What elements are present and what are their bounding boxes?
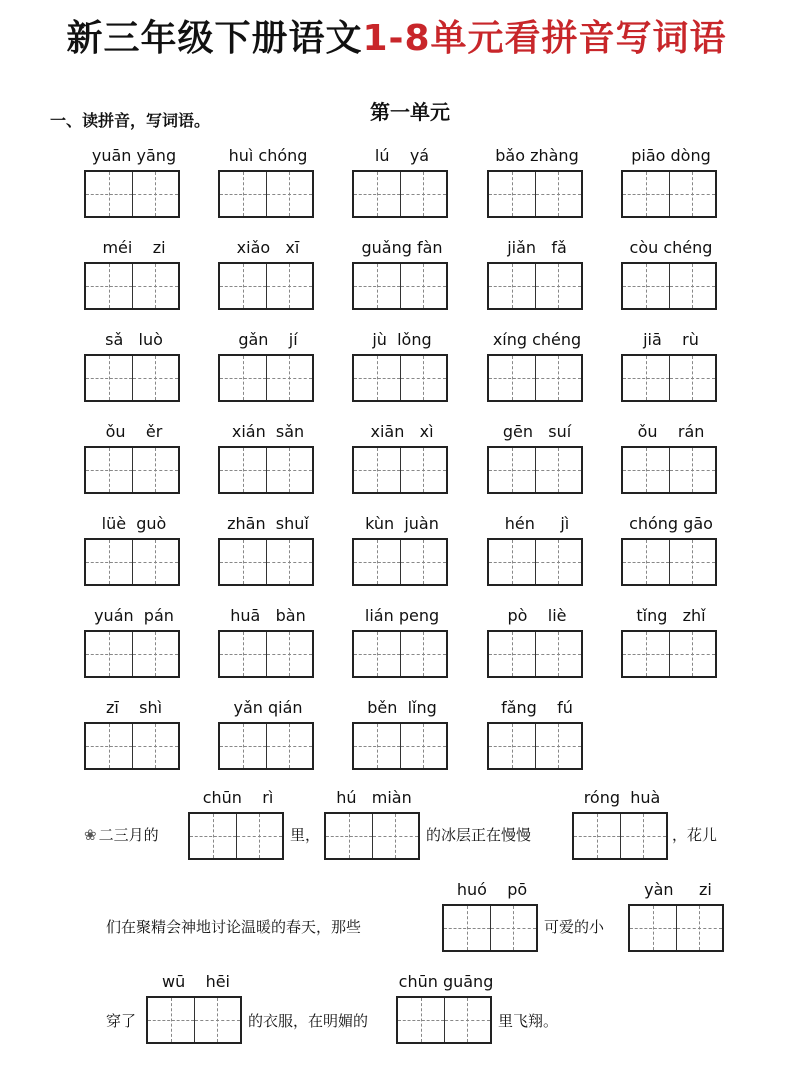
writing-box[interactable]	[352, 262, 448, 310]
writing-cell[interactable]	[86, 356, 132, 400]
writing-cell[interactable]	[266, 172, 313, 216]
writing-box[interactable]	[84, 722, 180, 770]
writing-cell[interactable]	[266, 632, 313, 676]
writing-box[interactable]	[218, 446, 314, 494]
writing-box[interactable]	[572, 812, 668, 860]
pinyin-label: chūn rì	[202, 788, 274, 807]
writing-box[interactable]	[84, 170, 180, 218]
writing-box[interactable]	[324, 812, 420, 860]
passage-text: 们在聚精会神地讨论温暖的春天，那些	[106, 918, 362, 936]
pinyin-label: zhān shuǐ	[227, 514, 309, 533]
pinyin-label: róng huà	[583, 788, 661, 807]
writing-box[interactable]	[487, 722, 583, 770]
pinyin-label: wū hēi	[162, 972, 230, 991]
pinyin-label: ǒu ěr	[105, 422, 163, 441]
writing-cell[interactable]	[535, 632, 582, 676]
pinyin-label: hú miàn	[336, 788, 412, 807]
section-title: 一、读拼音，写词语。	[50, 111, 211, 130]
writing-box[interactable]	[84, 354, 180, 402]
unit-title: 第一单元	[370, 100, 450, 124]
writing-box[interactable]	[621, 262, 717, 310]
writing-cell[interactable]	[266, 264, 313, 308]
writing-cell[interactable]	[354, 540, 400, 584]
passage-text: 的衣服，在明媚的	[248, 1012, 369, 1030]
writing-box[interactable]	[146, 996, 242, 1044]
pinyin-label: còu chéng	[629, 238, 713, 257]
writing-cell[interactable]	[669, 448, 716, 492]
writing-cell[interactable]	[132, 264, 179, 308]
writing-box[interactable]	[487, 630, 583, 678]
pinyin-label: piāo dòng	[631, 146, 711, 165]
writing-box[interactable]	[218, 262, 314, 310]
writing-cell[interactable]	[132, 356, 179, 400]
writing-box[interactable]	[487, 262, 583, 310]
writing-cell[interactable]	[489, 356, 535, 400]
writing-cell[interactable]	[354, 356, 400, 400]
writing-cell[interactable]	[354, 724, 400, 768]
writing-cell[interactable]	[489, 632, 535, 676]
writing-box[interactable]	[621, 170, 717, 218]
passage-text: ❀ 二三月的	[84, 826, 159, 844]
pinyin-label: xián sǎn	[231, 422, 305, 441]
writing-box[interactable]	[487, 170, 583, 218]
pinyin-label: sǎ luò	[105, 330, 163, 349]
writing-box[interactable]	[442, 904, 538, 952]
writing-cell[interactable]	[489, 448, 535, 492]
writing-box[interactable]	[352, 170, 448, 218]
writing-cell[interactable]	[400, 724, 447, 768]
writing-cell[interactable]	[220, 172, 266, 216]
writing-box[interactable]	[218, 354, 314, 402]
writing-cell[interactable]	[86, 264, 132, 308]
writing-cell[interactable]	[86, 540, 132, 584]
writing-box[interactable]	[628, 904, 724, 952]
writing-cell[interactable]	[489, 264, 535, 308]
pinyin-label: fǎng fú	[501, 698, 573, 717]
writing-cell[interactable]	[669, 264, 716, 308]
pinyin-label: pò liè	[507, 606, 567, 625]
writing-cell[interactable]	[132, 724, 179, 768]
pinyin-label: xíng chéng	[492, 330, 582, 349]
writing-cell[interactable]	[669, 632, 716, 676]
writing-box[interactable]	[84, 262, 180, 310]
pinyin-label: yuán pán	[94, 606, 174, 625]
writing-box[interactable]	[487, 354, 583, 402]
writing-cell[interactable]	[266, 448, 313, 492]
passage-text: 里，	[290, 826, 321, 844]
writing-cell[interactable]	[86, 632, 132, 676]
writing-cell[interactable]	[535, 172, 582, 216]
pinyin-label: guǎng fàn	[361, 238, 443, 257]
pinyin-label: gēn suí	[502, 422, 572, 441]
writing-cell[interactable]	[86, 172, 132, 216]
pinyin-label: jù lǒng	[372, 330, 432, 349]
writing-cell[interactable]	[489, 172, 535, 216]
pinyin-label: chóng gāo	[629, 514, 713, 533]
writing-cell[interactable]	[220, 356, 266, 400]
writing-cell[interactable]	[400, 264, 447, 308]
writing-cell[interactable]	[400, 632, 447, 676]
writing-cell[interactable]	[266, 356, 313, 400]
writing-cell[interactable]	[400, 172, 447, 216]
writing-cell[interactable]	[400, 356, 447, 400]
pinyin-label: lián peng	[364, 606, 440, 625]
pinyin-label: huā bàn	[230, 606, 306, 625]
writing-box[interactable]	[218, 170, 314, 218]
writing-box[interactable]	[352, 538, 448, 586]
writing-cell[interactable]	[354, 264, 400, 308]
pinyin-label: bǎo zhàng	[495, 146, 579, 165]
writing-cell[interactable]	[623, 448, 669, 492]
writing-cell[interactable]	[132, 172, 179, 216]
writing-box[interactable]	[352, 446, 448, 494]
writing-box[interactable]	[218, 722, 314, 770]
writing-cell[interactable]	[220, 264, 266, 308]
pinyin-label: tǐng zhǐ	[636, 606, 706, 625]
pinyin-label: huì chóng	[228, 146, 308, 165]
writing-cell[interactable]	[400, 540, 447, 584]
writing-box[interactable]	[396, 996, 492, 1044]
writing-cell[interactable]	[220, 540, 266, 584]
writing-box[interactable]	[487, 446, 583, 494]
writing-cell[interactable]	[669, 172, 716, 216]
writing-cell[interactable]	[489, 540, 535, 584]
writing-cell[interactable]	[669, 356, 716, 400]
pinyin-label: jiǎn fǎ	[507, 238, 567, 257]
writing-box[interactable]	[352, 722, 448, 770]
pinyin-label: hén jì	[504, 514, 570, 533]
writing-cell[interactable]	[132, 632, 179, 676]
passage-text: 里飞翔。	[498, 1012, 559, 1030]
writing-cell[interactable]	[400, 448, 447, 492]
writing-box[interactable]	[84, 538, 180, 586]
writing-box[interactable]	[621, 538, 717, 586]
pinyin-label: yuān yāng	[91, 146, 177, 165]
writing-cell[interactable]	[535, 356, 582, 400]
title-black-part: 新三年级下册语文	[66, 18, 363, 59]
writing-box[interactable]	[84, 630, 180, 678]
writing-box[interactable]	[84, 446, 180, 494]
pinyin-label: xiǎo xī	[236, 238, 300, 257]
writing-cell[interactable]	[354, 632, 400, 676]
writing-cell[interactable]	[535, 724, 582, 768]
pinyin-label: yàn zi	[644, 880, 712, 899]
writing-cell[interactable]	[623, 540, 669, 584]
writing-cell[interactable]	[354, 448, 400, 492]
writing-cell[interactable]	[132, 540, 179, 584]
writing-cell[interactable]	[86, 724, 132, 768]
writing-cell[interactable]	[86, 448, 132, 492]
passage-text: 的冰层正在慢慢	[426, 826, 532, 844]
pinyin-label: ǒu rán	[637, 422, 705, 441]
writing-cell[interactable]	[266, 724, 313, 768]
writing-cell[interactable]	[535, 264, 582, 308]
pinyin-label: jiā rù	[643, 330, 699, 349]
pinyin-label: zī shì	[105, 698, 163, 717]
writing-cell[interactable]	[623, 172, 669, 216]
writing-cell[interactable]	[220, 632, 266, 676]
pinyin-label: yǎn qián	[233, 698, 303, 717]
pinyin-label: méi zi	[102, 238, 166, 257]
writing-cell[interactable]	[623, 632, 669, 676]
passage-text: 可爱的小	[544, 918, 605, 936]
writing-box[interactable]	[352, 630, 448, 678]
pinyin-label: běn lǐng	[367, 698, 437, 717]
pinyin-label: xiān xì	[370, 422, 434, 441]
writing-cell[interactable]	[220, 724, 266, 768]
pinyin-label: huó pō	[456, 880, 528, 899]
flower-icon: ❀	[84, 826, 97, 844]
writing-cell[interactable]	[623, 356, 669, 400]
writing-cell[interactable]	[266, 540, 313, 584]
pinyin-label: lú yá	[374, 146, 430, 165]
writing-cell[interactable]	[669, 540, 716, 584]
page-title	[0, 10, 793, 61]
writing-cell[interactable]	[623, 264, 669, 308]
writing-box[interactable]	[188, 812, 284, 860]
writing-box[interactable]	[487, 538, 583, 586]
writing-box[interactable]	[218, 538, 314, 586]
passage-text: ，花儿	[672, 826, 718, 844]
writing-cell[interactable]	[132, 448, 179, 492]
writing-cell[interactable]	[354, 172, 400, 216]
passage-text: 穿了	[106, 1012, 137, 1030]
writing-cell[interactable]	[535, 448, 582, 492]
writing-box[interactable]	[621, 446, 717, 494]
pinyin-label: lüè guò	[101, 514, 167, 533]
pinyin-label: chūn guāng	[398, 972, 494, 991]
writing-box[interactable]	[218, 630, 314, 678]
title-red-part: 1-8单元看拼音写词语	[362, 18, 727, 59]
pinyin-label: kùn juàn	[365, 514, 439, 533]
pinyin-label: gǎn jí	[238, 330, 298, 349]
writing-box[interactable]	[621, 354, 717, 402]
writing-cell[interactable]	[220, 448, 266, 492]
writing-box[interactable]	[352, 354, 448, 402]
writing-cell[interactable]	[489, 724, 535, 768]
writing-box[interactable]	[621, 630, 717, 678]
writing-cell[interactable]	[535, 540, 582, 584]
